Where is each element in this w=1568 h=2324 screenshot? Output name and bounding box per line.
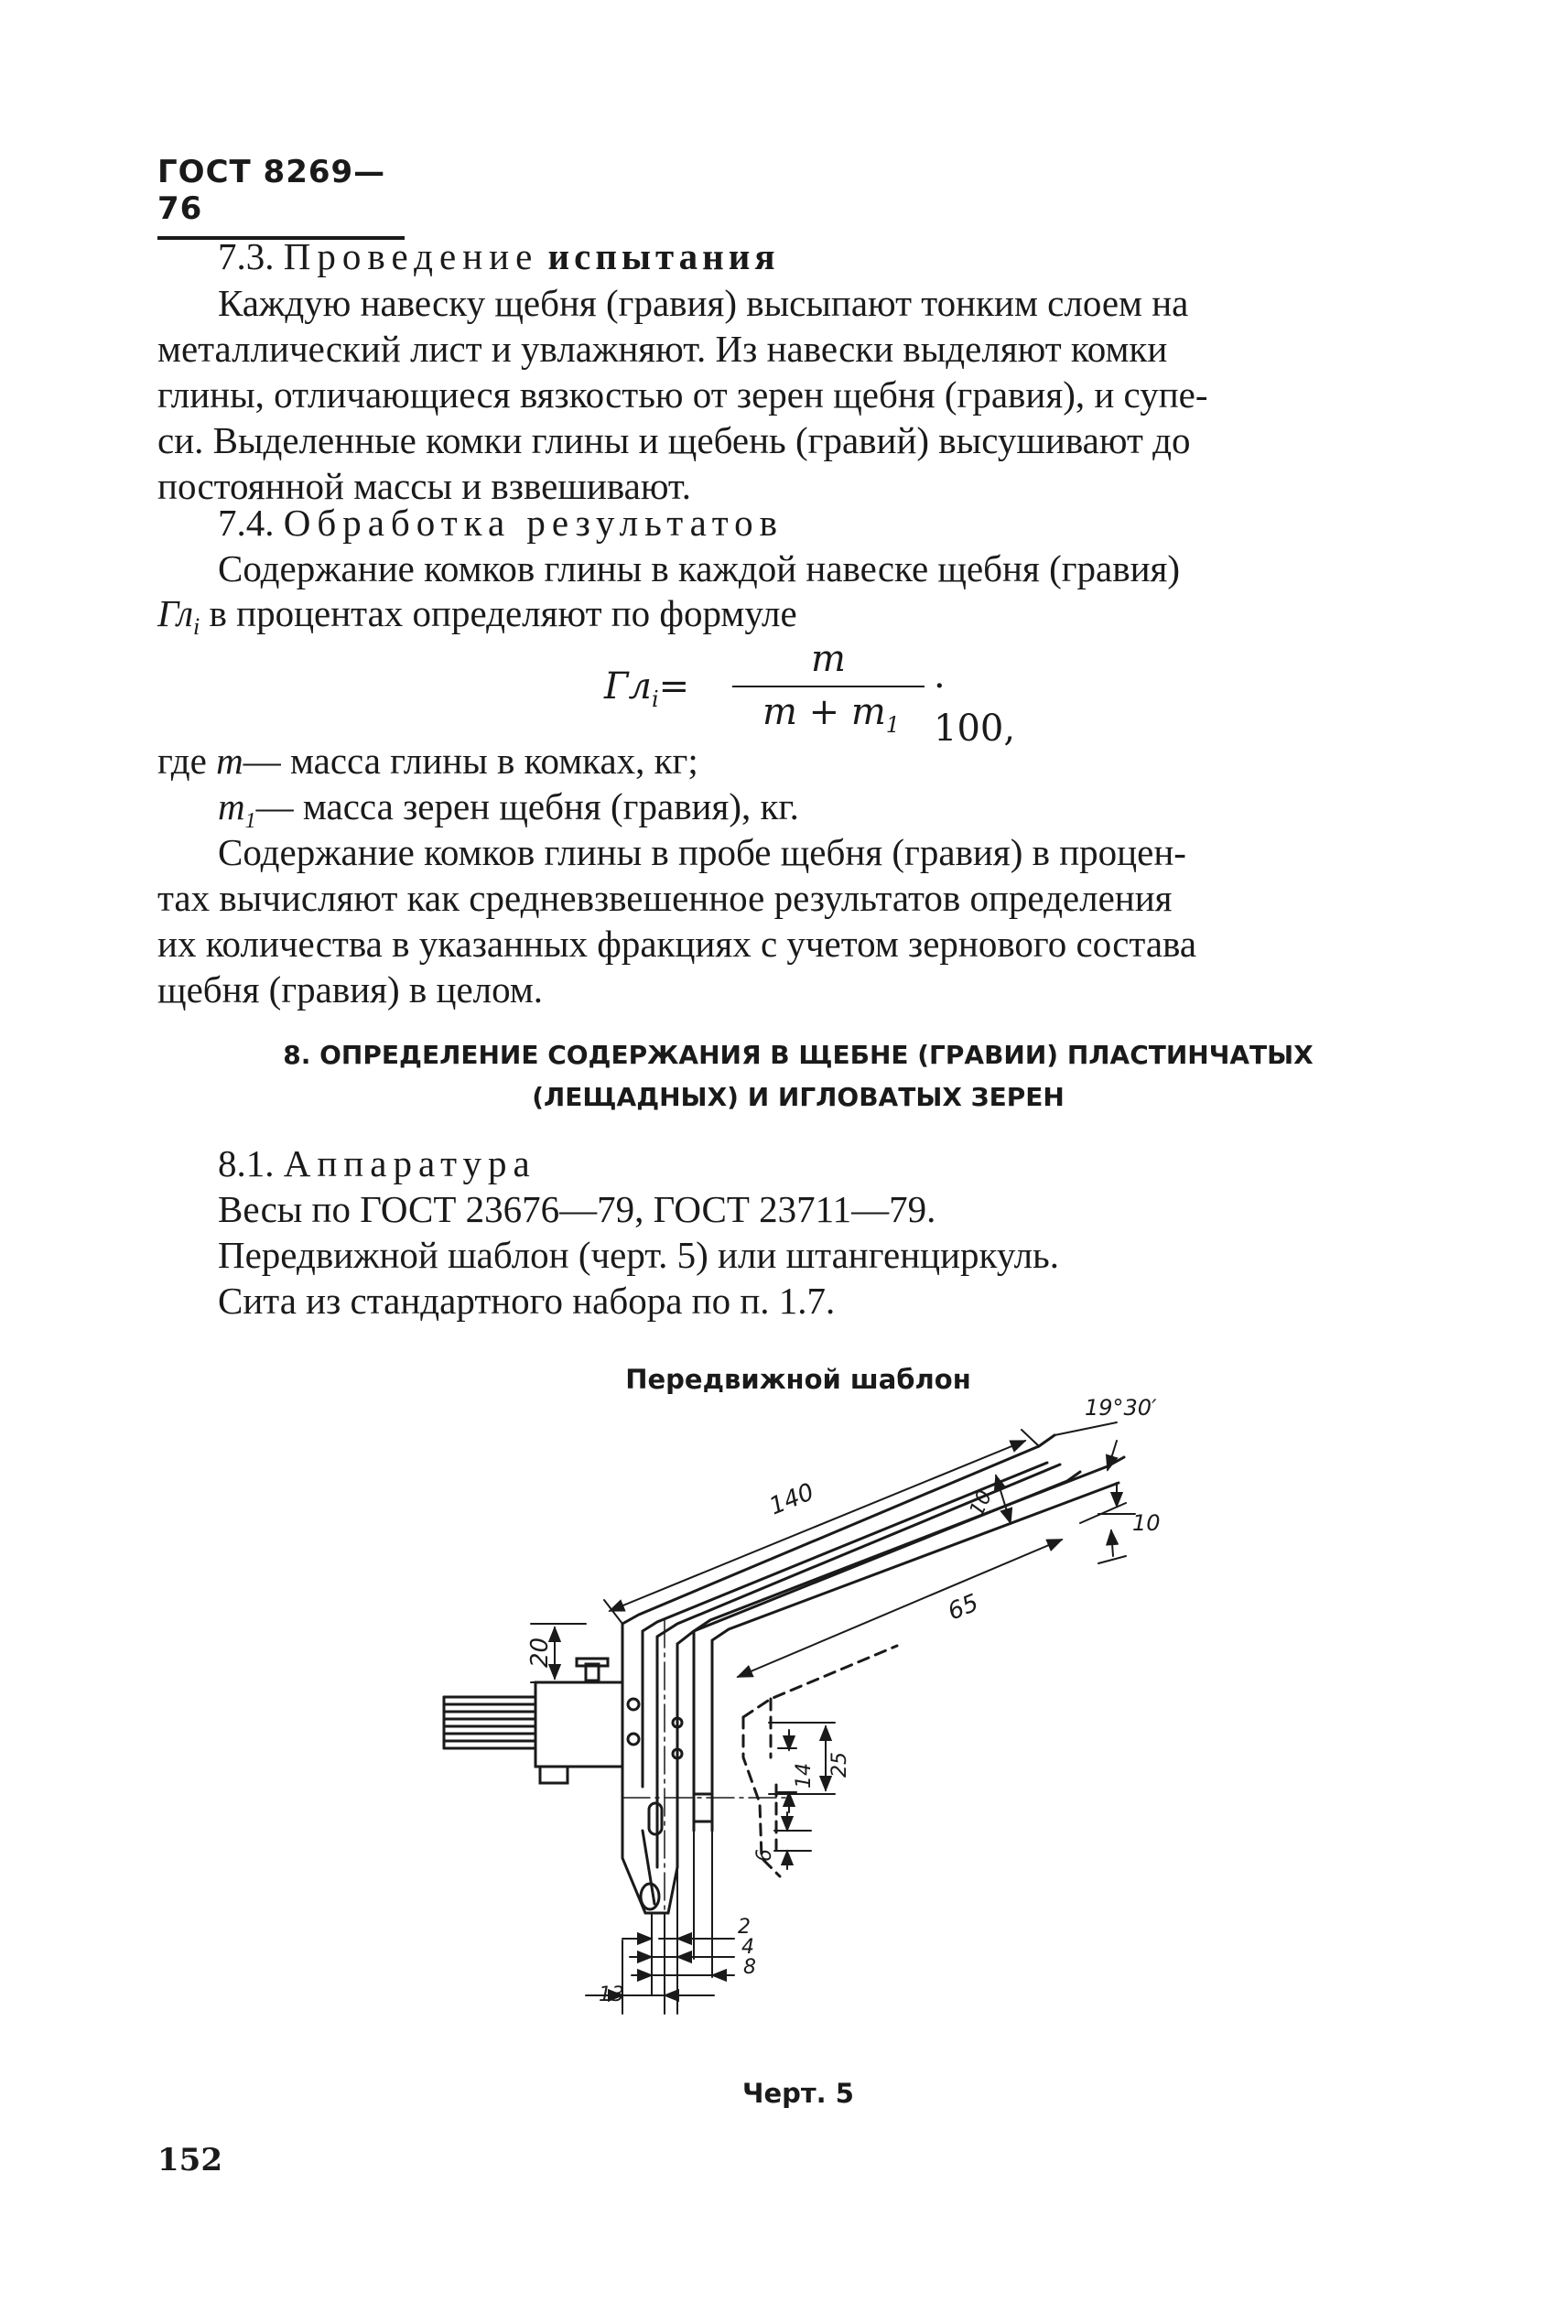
dim-65: 65 [944,1589,983,1627]
section-8-1-title [218,1140,536,1187]
symbol-subscript: i [193,613,200,641]
definition-where: где [157,740,207,782]
paragraph-line: Содержание комков глины в пробе щебня (гравия) в процен- [218,831,1186,873]
dim-6: 6 [753,1849,776,1862]
alternate-position-outline [743,1646,897,1876]
definition-subscript: 1 [244,809,256,834]
denominator-subscript: 1 [885,712,901,738]
dim-angle: 19°30′ [1085,1395,1157,1421]
paragraph-line: Каждую навеску щебня (гравия) высыпают тонким слоем на [218,282,1189,324]
fraction-line [732,686,925,687]
handle-bar [444,1697,535,1748]
formula [604,638,1025,750]
formula-tail: · 100, [934,665,1016,750]
formula-lhs-subscript: i [651,686,659,712]
formula-lhs [604,665,689,712]
formula-numerator: m [811,638,846,680]
paragraph-line: металлический лист и увлажняют. Из навески выделяют комки [157,328,1168,370]
definition-m [157,738,698,784]
section-7-4-title [218,500,784,546]
movable-template-drawing [403,1395,1227,2023]
section-7-3-title [218,233,780,280]
definition-symbol: m [216,740,243,782]
paragraph-line: постоянной массы и взвешивают. [157,465,692,507]
definition-text: — масса глины в комках, кг; [243,740,698,782]
dim-20: 20 [526,1637,554,1668]
paragraph-line: си. Выделенные комки глины и щебень (гравий) высушивают до [157,419,1191,461]
denominator-text: m + m [762,691,886,733]
dim-4: 4 [741,1936,754,1959]
figure-title: Передвижной шаблон [625,1364,971,1395]
slider-body [535,1659,622,1783]
section-title: Аппаратура [283,1142,536,1184]
section-number: 7.4. [218,502,275,544]
section-number: 8.1. [218,1142,275,1184]
dim-10-right: 10 [1132,1510,1161,1536]
formula-equals: = [658,665,690,708]
section-title-word-bold: испытания [547,235,780,277]
formula-lhs-symbol: Гл [604,665,652,708]
figure-caption: Черт. 5 [742,2078,854,2109]
dim-14: 14 [793,1763,816,1789]
paragraph-line: их количества в указанных фракциях с учетом зернового состава [157,923,1197,965]
dim-13: 13 [599,1984,624,2006]
template-arms [622,1435,1124,1913]
equipment-line: Весы по ГОСТ 23676—79, ГОСТ 23711—79. [218,1188,936,1230]
definition-text: — масса зерен щебня (гравия), кг. [255,785,799,827]
page-number: 152 [157,2142,222,2178]
dim-25: 25 [828,1752,851,1778]
paragraph-text: в процентах определяют по формуле [209,592,797,634]
symbol: Гл [157,592,194,634]
section-8-heading-line2: (ЛЕЩАДНЫХ) И ИГЛОВАТЫХ ЗЕРЕН [532,1082,1065,1112]
equipment-line: Сита из стандартного набора по п. 1.7. [218,1280,836,1322]
paragraph-line: тах вычисляют как средневзвешенное результатов определения [157,877,1173,919]
document-code-header: ГОСТ 8269—76 [157,154,405,240]
formula-denominator [740,691,923,738]
paragraph-line: щебня (гравия) в целом. [157,968,544,1011]
section-number: 7.3. [218,235,275,277]
definition-symbol: m [218,785,245,827]
dim-10-top: 10 [965,1486,998,1520]
paragraph-line: глины, отличающиеся вязкостью от зерен щебня (гравия), и супе- [157,373,1208,416]
dim-140: 140 [765,1478,818,1521]
section-8-heading-line1: 8. ОПРЕДЕЛЕНИЕ СОДЕРЖАНИЯ В ЩЕБНЕ (ГРАВИИ) ПЛАСТИНЧАТЫХ [283,1040,1314,1070]
dim-2: 2 [738,1916,751,1939]
center-lines [622,1620,787,2014]
paragraph-line: Содержание комков глины в каждой навеске щебня (гравия) [218,547,1181,589]
section-title-word: Проведение [283,235,539,277]
dim-8: 8 [743,1956,756,1979]
paragraph-line [157,590,797,650]
section-title: Обработка результатов [283,502,784,544]
equipment-line: Передвижной шаблон (черт. 5) или штангенциркуль. [218,1234,1059,1276]
